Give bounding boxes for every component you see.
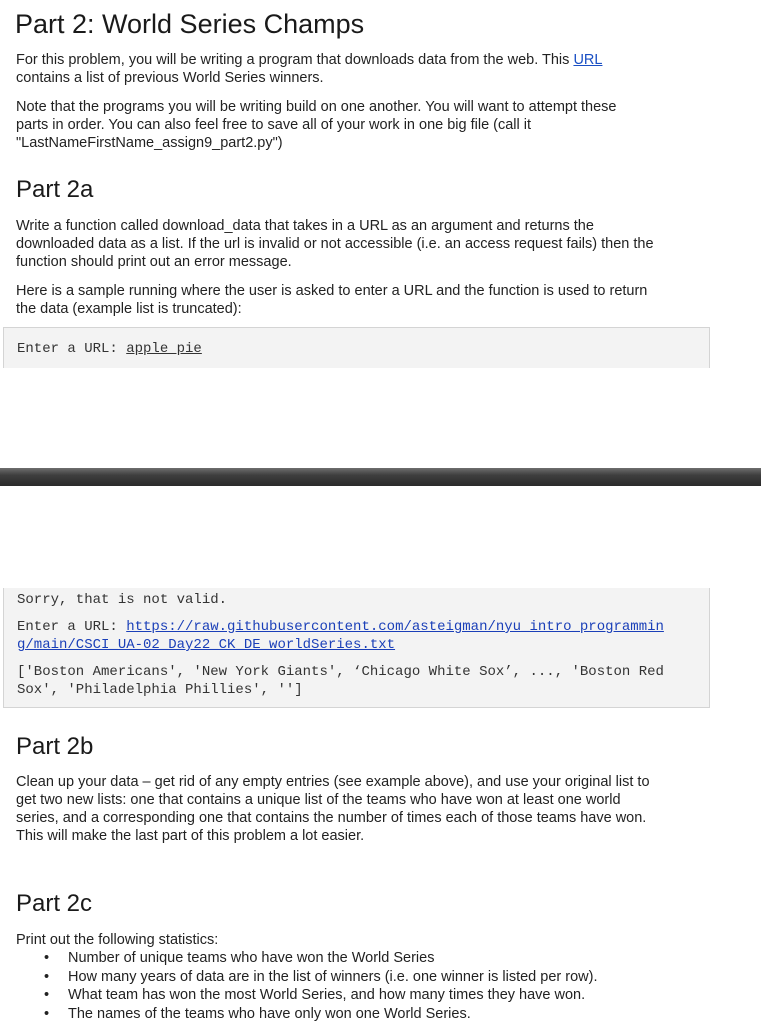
- code-prompt: Enter a URL:: [17, 619, 127, 635]
- bullet-icon: •: [44, 950, 50, 966]
- part2a-sample-line: Here is a sample running where the user is asked to enter a URL and the function is used to return: [16, 283, 648, 299]
- list-item-text: The names of the teams who have only won one World Series.: [68, 1005, 471, 1022]
- code-sample-top: [3, 327, 710, 368]
- bullet-icon: •: [44, 1005, 50, 1022]
- part2a-sample-line: the data (example list is truncated):: [16, 301, 242, 317]
- code-url-link[interactable]: https://raw.githubusercontent.com/asteigman/nyu_intro_programmin: [126, 619, 664, 635]
- part2-note-line: parts in order. You can also feel free to save all of your work in one big file (call it: [16, 117, 532, 133]
- part2-note: [16, 98, 756, 152]
- part2c-lead: Print out the following statistics:: [16, 932, 219, 948]
- list-item-text: How many years of data are in the list of winners (i.e. one winner is listed per row).: [68, 968, 598, 985]
- part2a-desc-line: function should print out an error message.: [16, 254, 292, 270]
- part2a-desc-line: downloaded data as a list. If the url is invalid or not accessible (i.e. an access request fails) then the: [16, 236, 654, 252]
- list-item: [16, 986, 756, 1005]
- list-item-text: What team has won the most World Series, and how many times they have won.: [68, 987, 586, 1003]
- part2a-desc-line: Write a function called download_data that takes in a URL as an argument and returns the: [16, 218, 594, 234]
- part2-title: Part 2: World Series Champs: [15, 9, 365, 39]
- code-user-input: apple pie: [126, 341, 202, 357]
- code-error-line: Sorry, that is not valid.: [17, 592, 228, 608]
- code-output-line: ['Boston Americans', 'New York Giants', ‘Chicago White Sox’, ..., 'Boston Red: [17, 664, 664, 680]
- part2c-title: Part 2c: [16, 890, 93, 917]
- part2-note-line: Note that the programs you will be writing build on one another. You will want to attempt these: [16, 99, 617, 115]
- list-item: [16, 949, 756, 968]
- part2b-description: [16, 773, 756, 845]
- bullet-icon: •: [44, 968, 50, 985]
- part2b-title: Part 2b: [16, 733, 94, 760]
- part2a-description: [16, 217, 756, 271]
- code-url-link-cont[interactable]: g/main/CSCI_UA-02_Day22_CK_DE_worldSeries.txt: [17, 637, 396, 653]
- part2-note-line: "LastNameFirstName_assign9_part2.py"): [16, 135, 283, 151]
- page-break-bar: [0, 468, 761, 486]
- part2b-line: get two new lists: one that contains a unique list of the teams who have won at least one world: [16, 792, 621, 808]
- part2-intro: [16, 51, 756, 87]
- code-prompt: Enter a URL:: [17, 341, 127, 357]
- part2a-title: Part 2a: [16, 176, 94, 203]
- part2b-line: series, and a corresponding one that contains the number of times each of those teams have won.: [16, 810, 647, 826]
- code-line-prompt-2: [17, 618, 709, 636]
- code-sample-bottom: [3, 588, 710, 708]
- bullet-icon: •: [44, 987, 50, 1003]
- code-output-line: Sox', 'Philadelphia Phillies', '']: [17, 682, 303, 698]
- part2-intro-text-2: contains a list of previous World Series winners.: [16, 70, 324, 86]
- part2b-line: Clean up your data – get rid of any empty entries (see example above), and use your original list to: [16, 774, 650, 790]
- part2c-stats-list: [16, 949, 756, 1023]
- code-line-prompt: [17, 340, 709, 358]
- list-item-text: Number of unique teams who have won the World Series: [68, 950, 435, 966]
- part2-intro-text: For this problem, you will be writing a program that downloads data from the web. This: [16, 52, 574, 68]
- url-link[interactable]: URL: [573, 52, 603, 68]
- list-item: [16, 968, 756, 987]
- part2b-line: This will make the last part of this problem a lot easier.: [16, 828, 365, 844]
- code-line-url-cont: [17, 636, 709, 654]
- list-item: [16, 1005, 756, 1024]
- part2a-sample-intro: [16, 282, 756, 318]
